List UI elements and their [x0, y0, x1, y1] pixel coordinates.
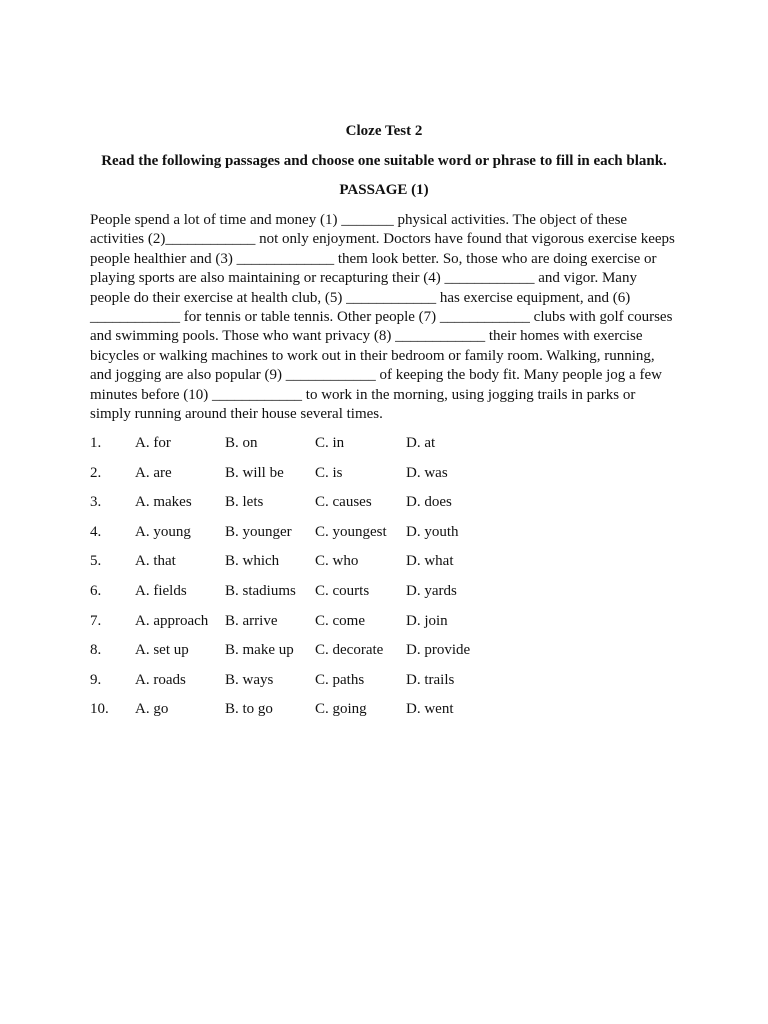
question-row — [90, 551, 690, 581]
option-b: B. ways — [225, 671, 274, 688]
passage-line: people healthier and (3) _____________ them look better. So, those who are doing exercise or — [90, 250, 657, 267]
passage-line: ____________ for tennis or table tennis. Other people (7) ____________ clubs with golf courses — [90, 309, 673, 326]
passage-line: simply running around their house several times. — [90, 406, 383, 423]
option-c: C. paths — [315, 671, 365, 688]
passage-text — [90, 211, 690, 424]
option-b: B. make up — [225, 642, 294, 659]
passage-line: bicycles or walking machines to work out in their bedroom or family room. Walking, running, — [90, 347, 655, 364]
option-a: A. young — [135, 523, 191, 540]
option-d: D. does — [406, 494, 452, 511]
option-a: A. that — [135, 553, 176, 570]
answer-options — [90, 433, 690, 729]
passage-line: people do their exercise at health club, (5) ____________ has exercise equipment, and (6) — [90, 289, 631, 306]
question-row — [90, 492, 690, 522]
passage-line: playing sports are also maintaining or recapturing their (4) ____________ and vigor. Many — [90, 270, 637, 287]
option-b: B. will be — [225, 464, 284, 481]
passage-line: activities (2)____________ not only enjoyment. Doctors have found that vigorous exercise keeps — [90, 231, 675, 248]
question-row — [90, 640, 690, 670]
passage-heading: PASSAGE (1) — [339, 182, 429, 198]
instructions: Read the following passages and choose one suitable word or phrase to fill in each blank. — [101, 153, 667, 169]
option-b: B. stadiums — [225, 582, 296, 599]
option-c: C. going — [315, 701, 367, 718]
question-number: 5. — [90, 553, 102, 570]
option-a: A. are — [135, 464, 172, 481]
option-a: A. approach — [135, 612, 209, 629]
question-row — [90, 522, 690, 552]
question-number: 3. — [90, 494, 102, 511]
option-a: A. fields — [135, 582, 187, 599]
question-number: 2. — [90, 464, 102, 481]
question-row — [90, 463, 690, 493]
question-number: 4. — [90, 523, 102, 540]
option-a: A. for — [135, 435, 171, 451]
option-c: C. in — [315, 435, 345, 451]
question-row — [90, 433, 690, 463]
option-b: B. arrive — [225, 612, 278, 629]
option-a: A. makes — [135, 494, 192, 511]
option-d: D. trails — [406, 671, 455, 688]
option-a: A. roads — [135, 671, 186, 688]
option-b: B. to go — [225, 701, 273, 718]
option-d: D. was — [406, 464, 448, 481]
option-d: D. went — [406, 701, 454, 718]
option-d: D. provide — [406, 642, 471, 659]
option-b: B. younger — [225, 523, 292, 540]
option-d: D. join — [406, 612, 448, 629]
option-c: C. courts — [315, 582, 370, 599]
option-d: D. youth — [406, 523, 459, 540]
question-number: 7. — [90, 612, 102, 629]
option-d: D. yards — [406, 582, 457, 599]
option-c: C. is — [315, 464, 343, 481]
option-d: D. at — [406, 435, 436, 451]
passage-line: and swimming pools. Those who want privacy (8) ____________ their homes with exercise — [90, 328, 643, 345]
question-row — [90, 581, 690, 611]
question-number: 8. — [90, 642, 102, 659]
option-b: B. on — [225, 435, 258, 451]
question-number: 6. — [90, 582, 102, 599]
option-c: C. youngest — [315, 523, 387, 540]
option-a: A. set up — [135, 642, 189, 659]
document-title: Cloze Test 2 — [345, 123, 423, 139]
passage-line: People spend a lot of time and money (1) _______ physical activities. The object of these — [90, 212, 628, 228]
passage-line: minutes before (10) ____________ to work in the morning, using jogging trails in parks or — [90, 386, 636, 403]
option-d: D. what — [406, 553, 454, 570]
option-c: C. who — [315, 553, 359, 570]
option-b: B. which — [225, 553, 280, 570]
question-row — [90, 611, 690, 641]
question-number: 9. — [90, 671, 102, 688]
option-c: C. decorate — [315, 642, 384, 659]
passage-line: and jogging are also popular (9) ____________ of keeping the body fit. Many people jog a few — [90, 367, 662, 384]
option-b: B. lets — [225, 494, 264, 511]
option-c: C. causes — [315, 494, 372, 511]
question-row — [90, 670, 690, 700]
option-a: A. go — [135, 701, 169, 718]
question-number: 1. — [90, 435, 102, 451]
question-number: 10. — [90, 701, 109, 718]
option-c: C. come — [315, 612, 365, 629]
question-row — [90, 699, 690, 729]
